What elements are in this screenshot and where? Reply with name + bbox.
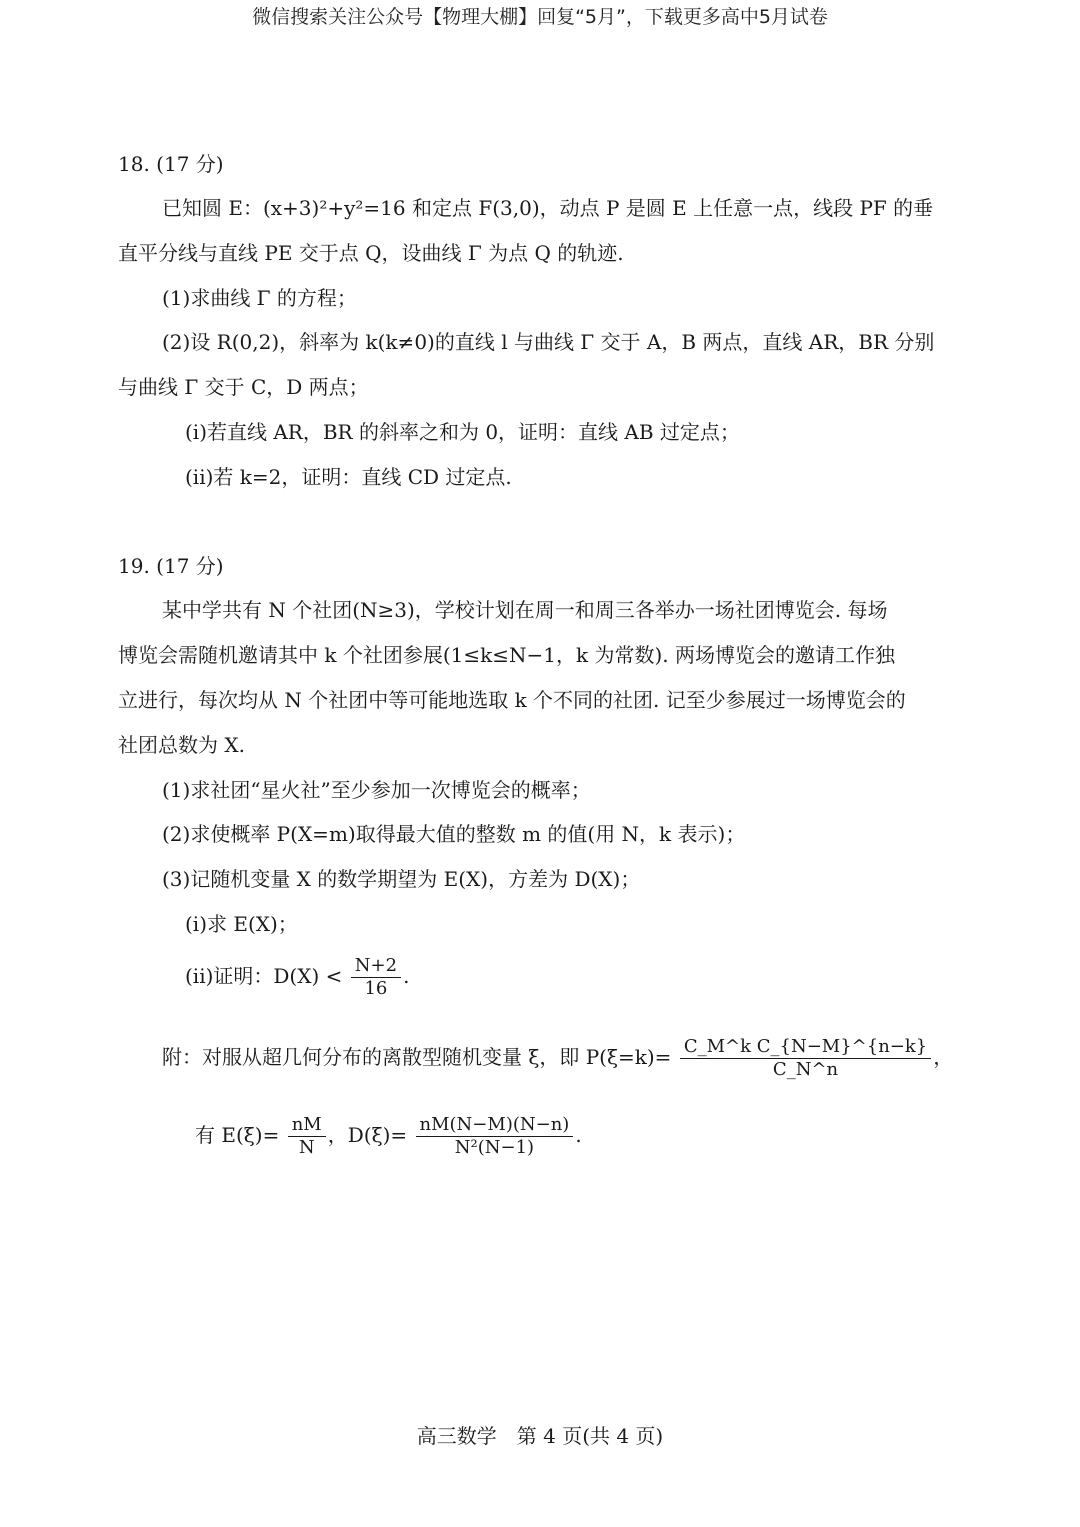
hypergeometric-pmf-fraction	[680, 1036, 931, 1081]
q19-stem-line4: 社团总数为 X.	[118, 733, 245, 757]
q19-part2: (2)求使概率 P(X=m)取得最大值的整数 m 的值(用 N，k 表示)；	[162, 822, 746, 846]
expectation-label: 有 E(ξ)=	[195, 1123, 280, 1147]
q18-header: 18. (17 分)	[118, 152, 224, 176]
appendix-text: 附：对服从超几何分布的离散型随机变量 ξ，即 P(ξ=k)=	[162, 1045, 672, 1069]
period: .	[575, 1123, 582, 1147]
fraction-numerator: N+2	[354, 955, 398, 976]
q19-part3-i: (i)求 E(X)；	[185, 912, 298, 936]
appendix-note	[162, 1036, 1002, 1081]
part3-ii-text: (ii)证明：D(X) <	[185, 964, 343, 988]
q19-part3-ii	[185, 955, 1025, 1000]
appendix-formulas	[195, 1114, 1035, 1159]
variance-fraction	[416, 1114, 574, 1159]
q19-part1: (1)求社团“星火社”至少参加一次博览会的概率；	[162, 778, 591, 802]
q18-part1: (1)求曲线 Γ 的方程；	[162, 286, 357, 310]
expectation-fraction	[288, 1114, 326, 1159]
expectation-numerator: nM	[291, 1114, 322, 1135]
q18-part2-ii: (ii)若 k=2，证明：直线 CD 过定点.	[185, 465, 512, 489]
q19-part3: (3)记随机变量 X 的数学期望为 E(X)，方差为 D(X)；	[162, 867, 641, 891]
expectation-denominator: N	[288, 1136, 326, 1159]
comma: ，	[933, 1045, 954, 1069]
q18-stem-line1: 已知圆 E：(x+3)²+y²=16 和定点 F(3,0)，动点 P 是圆 E 上任意一点，线段 PF 的垂	[162, 196, 934, 220]
q18-part2-line2: 与曲线 Γ 交于 C，D 两点；	[118, 375, 369, 399]
q18-stem-line2: 直平分线与直线 PE 交于点 Q，设曲线 Γ 为点 Q 的轨迹.	[118, 241, 624, 265]
fraction-denominator: 16	[351, 977, 401, 1000]
page-footer: 高三数学 第 4 页(共 4 页)	[416, 1424, 664, 1448]
q19-stem-line2: 博览会需随机邀请其中 k 个社团参展(1≤k≤N−1，k 为常数). 两场博览会的邀请工作独	[118, 643, 895, 667]
pmf-numerator: C_M^k C_{N−M}^{n−k}	[683, 1036, 928, 1057]
variance-numerator: nM(N−M)(N−n)	[419, 1114, 570, 1135]
q19-stem-line3: 立进行，每次均从 N 个社团中等可能地选取 k 个不同的社团. 记至少参展过一场博览会的	[118, 688, 906, 712]
period: .	[403, 964, 410, 988]
variance-denominator: N²(N−1)	[416, 1136, 574, 1159]
variance-bound-fraction	[351, 955, 401, 1000]
q19-stem-line1: 某中学共有 N 个社团(N≥3)，学校计划在周一和周三各举办一场社团博览会. 每场	[162, 598, 888, 622]
q19-header: 19. (17 分)	[118, 554, 224, 578]
watermark-banner: 微信搜索关注公众号【物理大棚】回复“5月”，下载更多高中5月试卷	[252, 6, 828, 28]
variance-label: ，D(ξ)=	[327, 1123, 408, 1147]
q18-part2-line1: (2)设 R(0,2)，斜率为 k(k≠0)的直线 l 与曲线 Γ 交于 A，B 两点，直线 AR，BR 分别	[162, 330, 935, 354]
pmf-denominator: C_N^n	[680, 1058, 931, 1081]
q18-part2-i: (i)若直线 AR，BR 的斜率之和为 0，证明：直线 AB 过定点；	[185, 420, 740, 444]
